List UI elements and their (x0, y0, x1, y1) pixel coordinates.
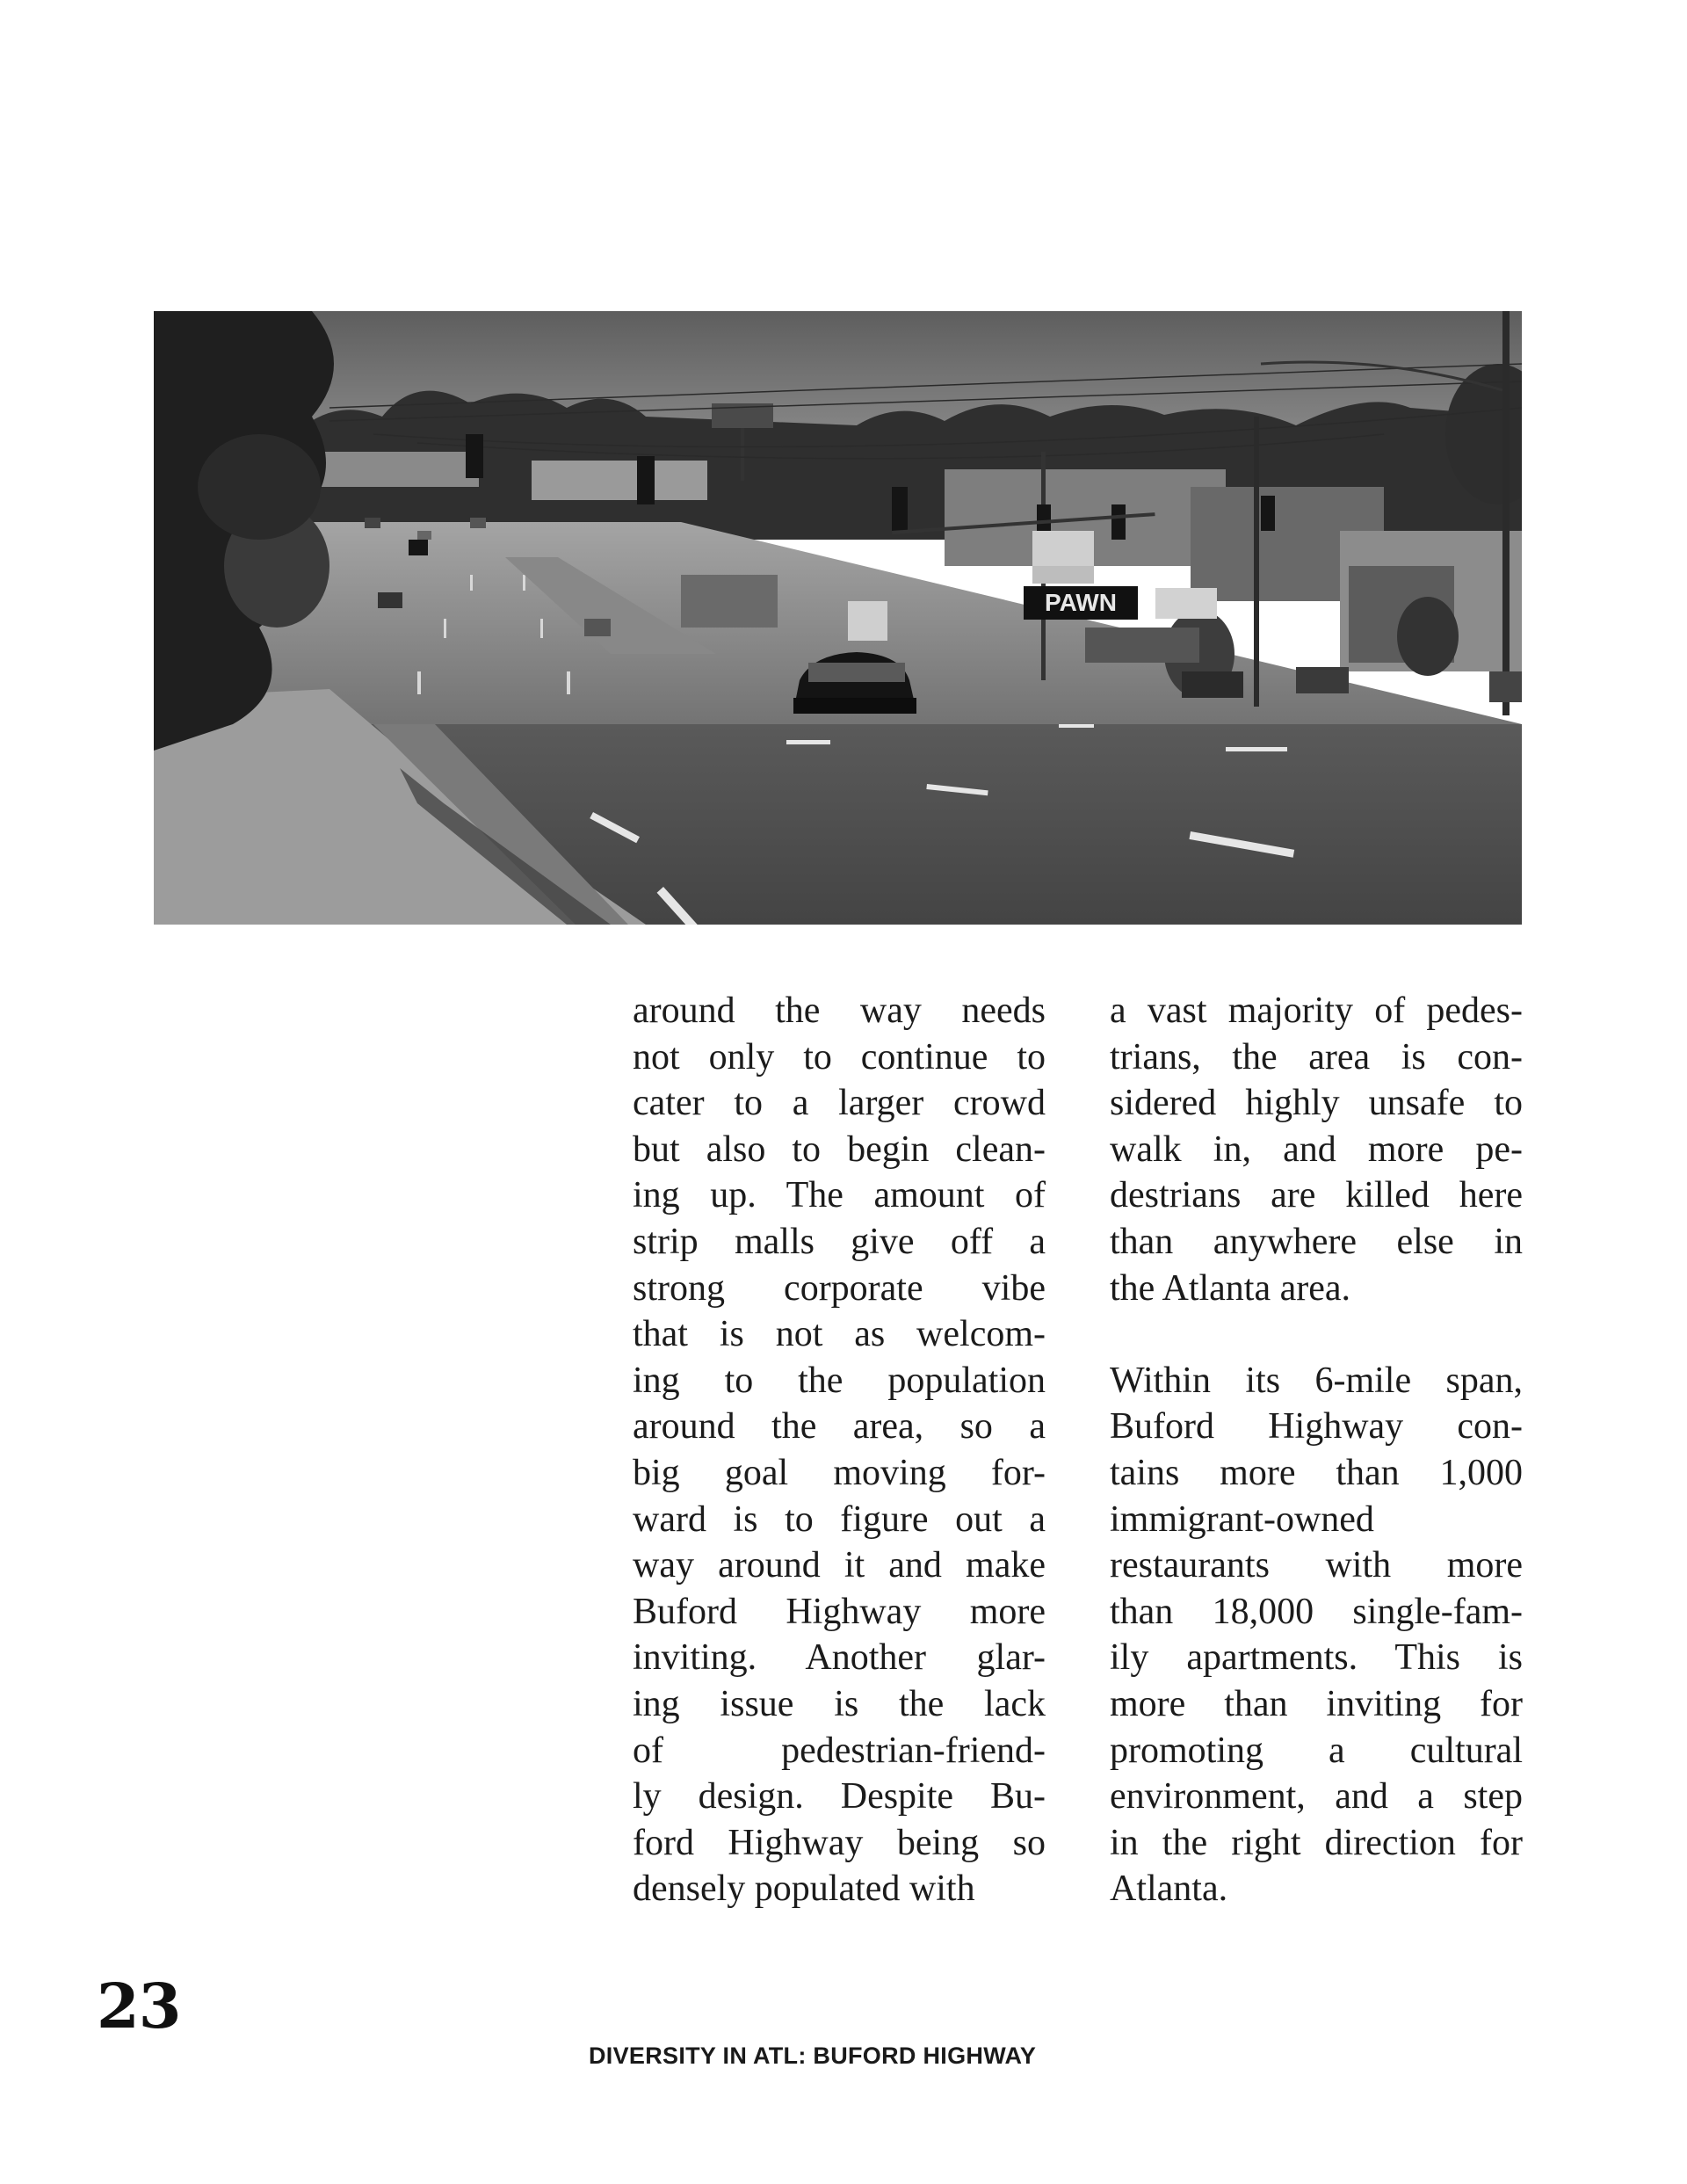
text-line: way around it and make (633, 1545, 1046, 1586)
text-line: ford Highway being so (633, 1822, 1046, 1863)
text-line: inviting. Another glar- (633, 1637, 1046, 1679)
text-line: Within its 6-mile span, (1110, 1360, 1523, 1401)
paragraph-gap (1110, 1311, 1523, 1358)
right-column-paragraph-2 (1110, 1358, 1523, 1912)
text-line: Atlanta. (1110, 1868, 1228, 1910)
left-column-paragraph (633, 988, 1046, 1912)
text-line: not only to continue to (633, 1036, 1046, 1077)
text-line: tains more than 1,000 (1110, 1452, 1523, 1493)
text-line: a vast majority of pedes- (1110, 990, 1523, 1031)
running-footer-title: DIVERSITY IN ATL: BUFORD HIGHWAY (589, 2043, 1037, 2069)
text-line: immigrant-owned (1110, 1498, 1374, 1540)
right-column-paragraph-1 (1110, 988, 1523, 1311)
pawn-sign: PAWN (1045, 589, 1117, 616)
text-line: densely populated with (633, 1868, 975, 1910)
text-line: trians, the area is con- (1110, 1036, 1523, 1077)
text-line: Buford Highway more (633, 1591, 1046, 1632)
text-line: ing to the population (633, 1360, 1046, 1401)
text-line: the Atlanta area. (1110, 1267, 1351, 1309)
text-line: ward is to figure out a (633, 1498, 1046, 1540)
article-text-left-column (633, 988, 1046, 1912)
text-line: ing issue is the lack (633, 1683, 1046, 1724)
text-line: than 18,000 single-fam- (1110, 1591, 1523, 1632)
buford-highway-photo (154, 311, 1522, 925)
text-line: around the area, so a (633, 1406, 1046, 1448)
text-line: promoting a cultural (1110, 1730, 1523, 1771)
text-line: around the way needs (633, 990, 1046, 1031)
text-line: more than inviting for (1110, 1683, 1523, 1724)
text-line: destrians are killed here (1110, 1175, 1523, 1216)
text-line: big goal moving for- (633, 1452, 1046, 1493)
page-number: 23 (97, 1970, 181, 2043)
text-line: cater to a larger crowd (633, 1083, 1046, 1124)
text-line: walk in, and more pe- (1110, 1128, 1523, 1170)
text-line: restaurants with more (1110, 1545, 1523, 1586)
text-line: ly design. Despite Bu- (633, 1776, 1046, 1818)
text-line: but also to begin clean- (633, 1128, 1046, 1170)
text-line: than anywhere else in (1110, 1221, 1523, 1262)
text-line: sidered highly unsafe to (1110, 1083, 1523, 1124)
text-line: ily apartments. This is (1110, 1637, 1523, 1679)
text-line: in the right direction for (1110, 1822, 1523, 1863)
text-line: strip malls give off a (633, 1221, 1046, 1262)
article-text-right-column (1110, 988, 1523, 1912)
text-line: ing up. The amount of (633, 1175, 1046, 1216)
text-line: strong corporate vibe (633, 1267, 1046, 1309)
text-line: of pedestrian-friend- (633, 1730, 1046, 1771)
text-line: environment, and a step (1110, 1776, 1523, 1818)
article-photo (154, 311, 1522, 925)
text-line: that is not as welcom- (633, 1314, 1046, 1355)
text-line: Buford Highway con- (1110, 1406, 1523, 1448)
